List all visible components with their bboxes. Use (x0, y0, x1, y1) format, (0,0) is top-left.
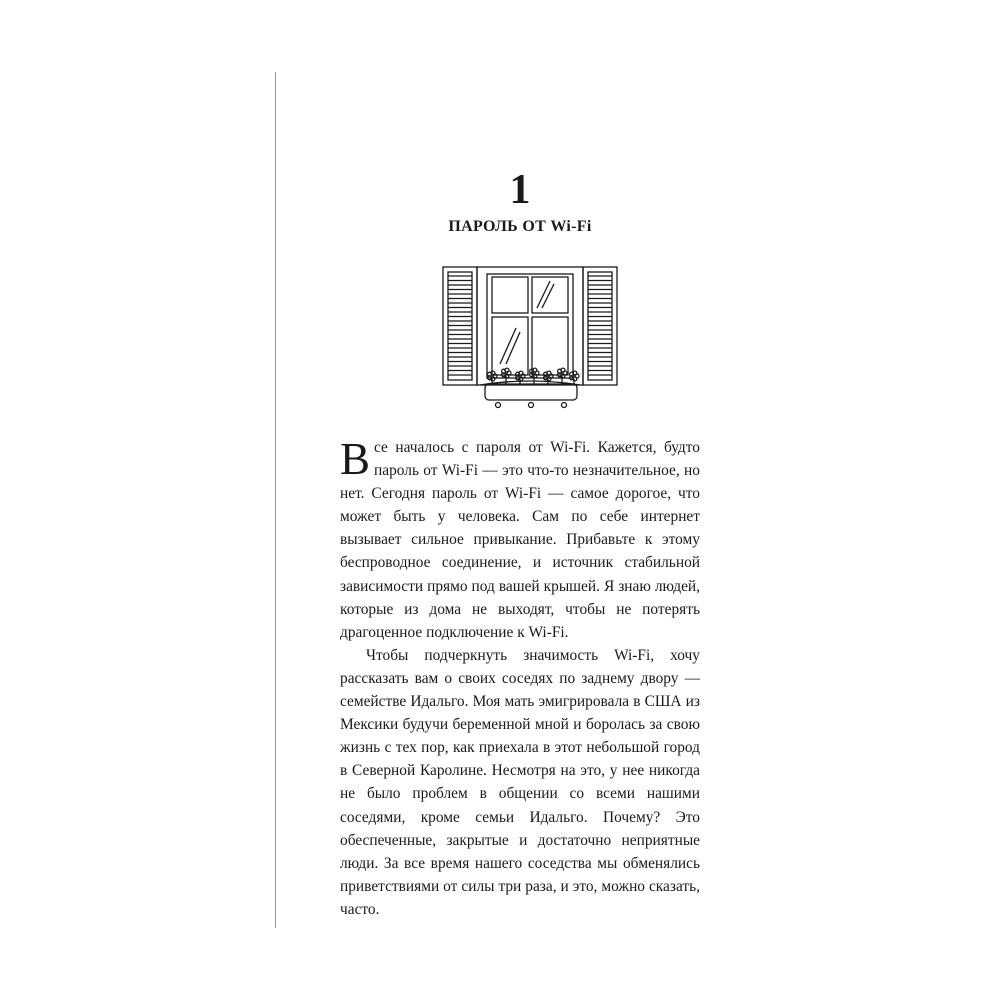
right-shutter-icon (583, 267, 617, 385)
chapter-title: ПАРОЛЬ ОТ Wi-Fi (448, 218, 592, 235)
window-illustration (440, 264, 620, 419)
paragraph-2: Чтобы подчеркнуть значимость Wi-Fi, хочу рассказать вам о своих соседях по заднему двору — семействе Идальго. Моя мать эмигрировала в США из Мексики будучи беременной мной и боролась за свою жизнь с тех пор, как приехала в этот небольшой город в Северной Каролине. Несмотря на это, у нее никогда не было проблем в общении со всеми нашими соседями, кроме семьи Идальго. Почему? Это обеспеченные, закрытые и достаточно неприятные люди. За все время нашего соседства мы обменялись приветствиями от силы три раза, и это, можно сказать, часто. (340, 646, 700, 918)
chapter-number: 1 (509, 167, 531, 213)
drop-cap: В (340, 434, 371, 484)
flower-box-icon (480, 368, 580, 407)
page-spine-line (275, 72, 276, 928)
paragraph-1 (340, 436, 700, 644)
window-frame-icon (477, 267, 583, 385)
paragraph-1-text: се началось с пароля от Wi-Fi. Кажется, будто пароль от Wi-Fi — это что-то незначительное, но нет. Сегодня пароль от Wi-Fi — самое дорогое, что может быть у человека. Сам по себе интернет вызывает сильное привыкание. Прибавьте к этому беспроводное соединение, и источник стабильной зависимости прямо под вашей крышей. Я знаю людей, которые из дома не выходят, чтобы не потерять драгоценное подключение к Wi-Fi. (340, 439, 700, 641)
left-shutter-icon (443, 267, 477, 385)
body-text (340, 436, 700, 921)
